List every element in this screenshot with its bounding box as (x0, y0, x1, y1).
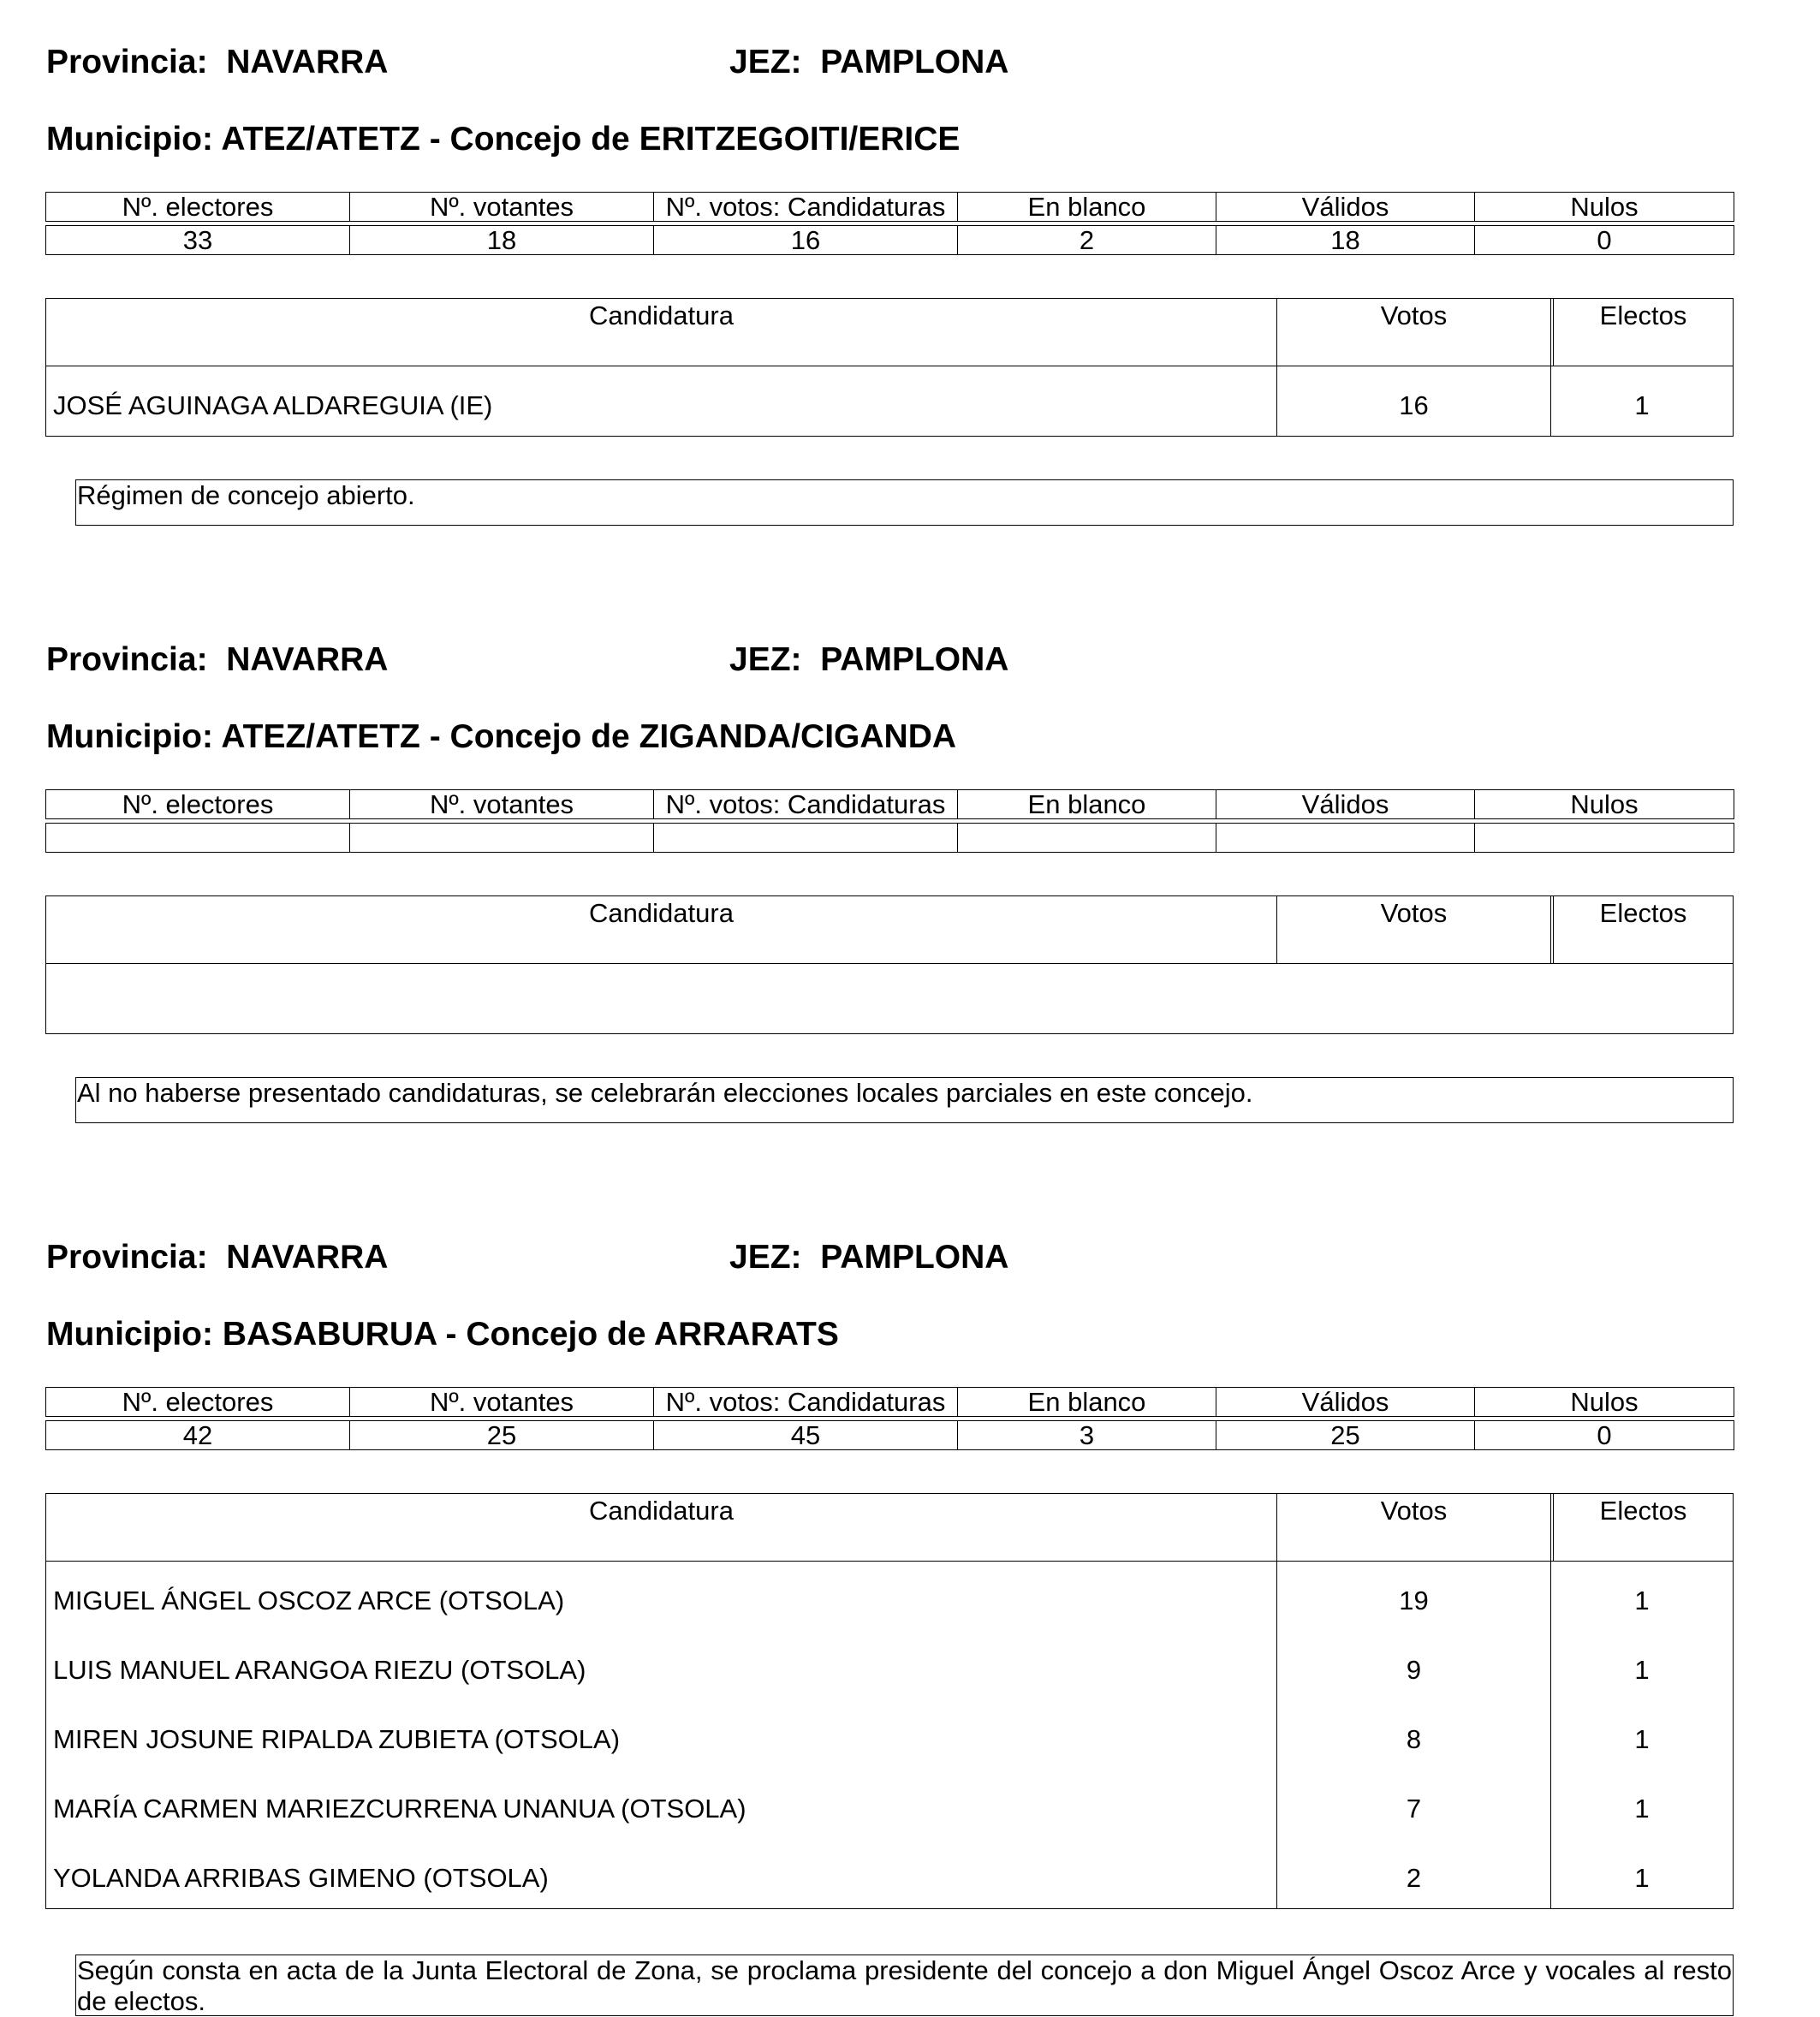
provincia-heading (46, 640, 388, 680)
jez-label: JEZ: (729, 1239, 802, 1276)
stats-value-votos-candidaturas: 45 (654, 1421, 958, 1450)
stats-value-electores: 33 (46, 226, 350, 255)
candidates-table (45, 298, 1734, 437)
electos-header: Electos (1553, 1494, 1733, 1561)
candidate-name: MIREN JOSUNE RIPALDA ZUBIETA (OTSOLA) (46, 1700, 1277, 1770)
candidate-name: MARÍA CARMEN MARIEZCURRENA UNANUA (OTSOLA) (46, 1770, 1277, 1839)
candidate-name: YOLANDA ARRIBAS GIMENO (OTSOLA) (46, 1839, 1277, 1908)
votos-header: Votos (1277, 1494, 1551, 1561)
candidates-table (45, 1493, 1734, 1909)
stats-header-validos: Válidos (1216, 790, 1475, 819)
concejo-section (0, 598, 1820, 1197)
candidate-row (46, 1631, 1733, 1700)
candidate-name: MIGUEL ÁNGEL OSCOZ ARCE (OTSOLA) (46, 1562, 1277, 1631)
stats-value-row (46, 824, 1734, 853)
stats-header-votos-candidaturas: Nº. votos: Candidaturas (654, 1388, 958, 1417)
stats-header-row (46, 193, 1734, 222)
jez-value: PAMPLONA (820, 44, 1009, 80)
candidate-name: JOSÉ AGUINAGA ALDAREGUIA (IE) (46, 366, 1277, 436)
jez-value: PAMPLONA (820, 1239, 1009, 1276)
stats-header-electores: Nº. electores (46, 790, 350, 819)
stats-value-votantes (350, 824, 654, 853)
electos-header: Electos (1553, 299, 1733, 366)
stats-header-electores: Nº. electores (46, 1388, 350, 1417)
jez-heading (729, 640, 1008, 680)
candidates-table (45, 895, 1734, 1034)
stats-header-votantes: Nº. votantes (350, 1388, 654, 1417)
stats-header-validos: Válidos (1216, 1388, 1475, 1417)
candidate-electos: 1 (1634, 1863, 1650, 1893)
candidate-votos: 9 (1277, 1631, 1551, 1700)
stats-value-en-blanco: 2 (958, 226, 1216, 255)
stats-value-en-blanco (958, 824, 1216, 853)
candidates-header-row (46, 299, 1733, 366)
municipio-label: Municipio: (46, 718, 213, 755)
stats-header-en-blanco: En blanco (958, 790, 1216, 819)
candidate-row (46, 1700, 1733, 1770)
candidate-electos: 1 (1634, 1655, 1650, 1685)
candidate-electos: 1 (1634, 1586, 1650, 1615)
stats-value-nulos: 0 (1475, 226, 1734, 255)
candidate-row (46, 366, 1733, 436)
municipio-label: Municipio: (46, 1316, 213, 1353)
provincia-value: NAVARRA (226, 641, 389, 678)
stats-header-nulos: Nulos (1475, 193, 1734, 222)
candidate-row (46, 1770, 1733, 1839)
stats-header-validos: Válidos (1216, 193, 1475, 222)
stats-header-row (46, 1388, 1734, 1417)
stats-value-votos-candidaturas: 16 (654, 226, 958, 255)
votos-header: Votos (1277, 299, 1551, 366)
candidatura-header: Candidatura (46, 299, 1277, 366)
jez-label: JEZ: (729, 641, 802, 678)
stats-header-nulos: Nulos (1475, 1388, 1734, 1417)
candidate-row (46, 964, 1733, 1033)
stats-value-electores (46, 824, 350, 853)
candidate-row (46, 1839, 1733, 1908)
jez-label: JEZ: (729, 44, 802, 80)
municipio-label: Municipio: (46, 121, 213, 158)
stats-value-electores: 42 (46, 1421, 350, 1450)
candidatura-header: Candidatura (46, 896, 1277, 963)
jez-heading (729, 43, 1008, 82)
municipio-value: BASABURUA - Concejo de ARRARATS (222, 1316, 839, 1353)
stats-table (45, 192, 1734, 255)
candidate-row (46, 1562, 1733, 1631)
stats-value-validos: 25 (1216, 1421, 1475, 1450)
municipio-value: ATEZ/ATETZ - Concejo de ZIGANDA/CIGANDA (221, 718, 957, 755)
provincia-heading (46, 1238, 388, 1277)
concejo-section (0, 1195, 1820, 2015)
municipio-heading (46, 1315, 839, 1354)
candidate-electos: 1 (1634, 1724, 1650, 1754)
votos-header: Votos (1277, 896, 1551, 963)
candidate-empty-cell (46, 964, 1733, 1033)
stats-header-electores: Nº. electores (46, 193, 350, 222)
concejo-note: Al no haberse presentado candidaturas, se celebrarán elecciones locales parciales en este concejo. (75, 1077, 1734, 1123)
concejo-note: Según consta en acta de la Junta Electoral de Zona, se proclama presidente del concejo a don Miguel Ángel Oscoz Arce y vocales al resto de electos. (77, 1955, 1732, 2016)
stats-value-row (46, 226, 1734, 255)
candidate-votos: 8 (1277, 1700, 1551, 1770)
stats-header-en-blanco: En blanco (958, 193, 1216, 222)
stats-header-votos-candidaturas: Nº. votos: Candidaturas (654, 193, 958, 222)
jez-value: PAMPLONA (820, 641, 1009, 678)
provincia-value: NAVARRA (226, 44, 389, 80)
stats-value-validos: 18 (1216, 226, 1475, 255)
stats-header-votos-candidaturas: Nº. votos: Candidaturas (654, 790, 958, 819)
concejo-section (0, 0, 1820, 599)
stats-value-validos (1216, 824, 1475, 853)
candidate-votos: 19 (1277, 1562, 1551, 1631)
candidate-electos: 1 (1634, 390, 1650, 420)
stats-header-row (46, 790, 1734, 819)
concejo-note: Régimen de concejo abierto. (75, 479, 1734, 526)
stats-header-en-blanco: En blanco (958, 1388, 1216, 1417)
stats-table (45, 1387, 1734, 1450)
municipio-heading (46, 717, 956, 757)
stats-value-row (46, 1421, 1734, 1450)
candidate-votos: 7 (1277, 1770, 1551, 1839)
stats-value-votos-candidaturas (654, 824, 958, 853)
municipio-heading (46, 120, 960, 159)
candidate-votos: 16 (1277, 366, 1551, 436)
candidates-header-row (46, 896, 1733, 964)
stats-value-votantes: 25 (350, 1421, 654, 1450)
stats-value-votantes: 18 (350, 226, 654, 255)
stats-table (45, 789, 1734, 853)
provincia-label: Provincia: (46, 1239, 208, 1276)
stats-value-nulos: 0 (1475, 1421, 1734, 1450)
electos-header: Electos (1553, 896, 1733, 963)
jez-heading (729, 1238, 1008, 1277)
candidate-name: LUIS MANUEL ARANGOA RIEZU (OTSOLA) (46, 1631, 1277, 1700)
stats-header-nulos: Nulos (1475, 790, 1734, 819)
provincia-heading (46, 43, 388, 82)
stats-header-votantes: Nº. votantes (350, 193, 654, 222)
municipio-value: ATEZ/ATETZ - Concejo de ERITZEGOITI/ERICE (221, 121, 961, 158)
candidate-votos: 2 (1277, 1839, 1551, 1908)
stats-value-nulos (1475, 824, 1734, 853)
candidate-electos: 1 (1634, 1794, 1650, 1824)
stats-header-votantes: Nº. votantes (350, 790, 654, 819)
candidatura-header: Candidatura (46, 1494, 1277, 1561)
provincia-value: NAVARRA (226, 1239, 389, 1276)
provincia-label: Provincia: (46, 44, 208, 80)
candidates-header-row (46, 1494, 1733, 1562)
stats-value-en-blanco: 3 (958, 1421, 1216, 1450)
provincia-label: Provincia: (46, 641, 208, 678)
